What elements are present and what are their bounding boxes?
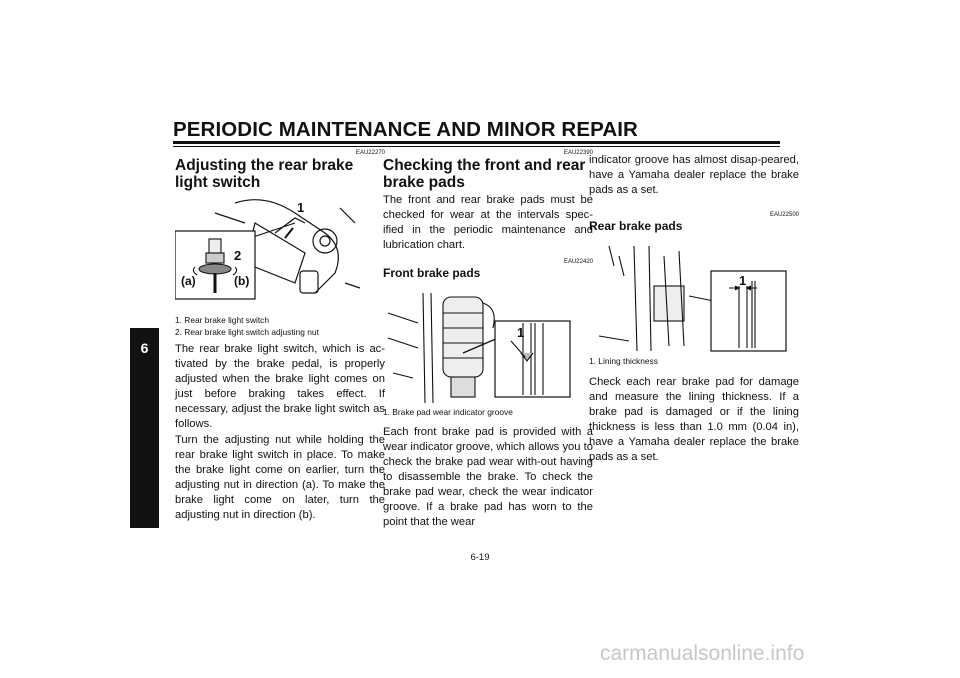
callout-1: 1 [297,200,305,215]
section-heading: Adjusting the rear brake light switch [175,157,354,191]
page-header-title: PERIODIC MAINTENANCE AND MINOR REPAIR [173,118,638,141]
callout-2: 2 [234,248,242,263]
column-3 [589,153,799,465]
subsection-heading: Rear brake pads [589,219,683,234]
page-number: 6-19 [470,552,490,563]
column-2 [383,150,593,531]
body-paragraph: The front and rear brake pads must be checked for wear at the intervals spec-ified in the periodic maintenance and lubrication chart. [383,194,593,252]
callout-1: 1 [517,325,525,340]
subsection-heading: Front brake pads [383,266,481,281]
body-paragraph: Check each rear brake pad for damage and measure the lining thickness. If a brake pad is damaged or if the lining thickness is less than 1.0 mm (0.04 in), have a Yamaha dealer replace the brake pads as a set. [589,375,799,464]
section-heading: Checking the front and rear brake pads [383,157,586,191]
section-code: EAU22270 [355,150,385,156]
direction-b-label: (b) [234,274,250,288]
subsection-code: EAU22500 [769,212,799,219]
front-brake-pad-illustration [383,283,583,405]
direction-a-label: (a) [181,274,196,288]
figure-caption: 1. Brake pad wear indicator groove [383,407,513,418]
rear-brake-pad-illustration [589,236,789,354]
body-paragraph: Each front brake pad is provided with a wear indicator groove, which allows you to check the brake pad wear with-out having to disassemble the brake. To check the brake pad wear, check the wear indicator groove. If a brake pad has worn to the point that the wear [383,425,593,529]
header-rule [173,141,780,144]
body-paragraph: indicator groove has almost disap-peared, have a Yamaha dealer replace the brake pads as a set. [589,154,799,197]
body-paragraph: Turn the adjusting nut while holding the rear brake light switch in place. To make the brake light come on earlier, turn the adjusting nut in direction (a). To make the brake light come on later, turn the adjusting nut in direction (b). [175,433,385,522]
body-paragraph: The rear brake light switch, which is ac-tivated by the brake pedal, is properly adjusted when the brake light comes on just before braking takes effect. If necessary, adjust the brake light switch as follows. [175,343,385,431]
watermark-text: carmanualsonline.info [600,642,805,665]
figure-caption: 1. Rear brake light switch [175,315,270,325]
figure-caption: 2. Rear brake light switch adjusting nut [175,326,319,337]
callout-1: 1 [739,273,747,288]
column-1 [175,150,385,523]
chapter-tab: 6 [130,328,159,528]
header-rule-thin [173,146,780,147]
subsection-code: EAU22420 [563,259,593,266]
section-code: EAU22390 [563,150,593,156]
figure-caption: 1. Lining thickness [589,356,658,367]
brake-light-switch-illustration [175,193,375,313]
